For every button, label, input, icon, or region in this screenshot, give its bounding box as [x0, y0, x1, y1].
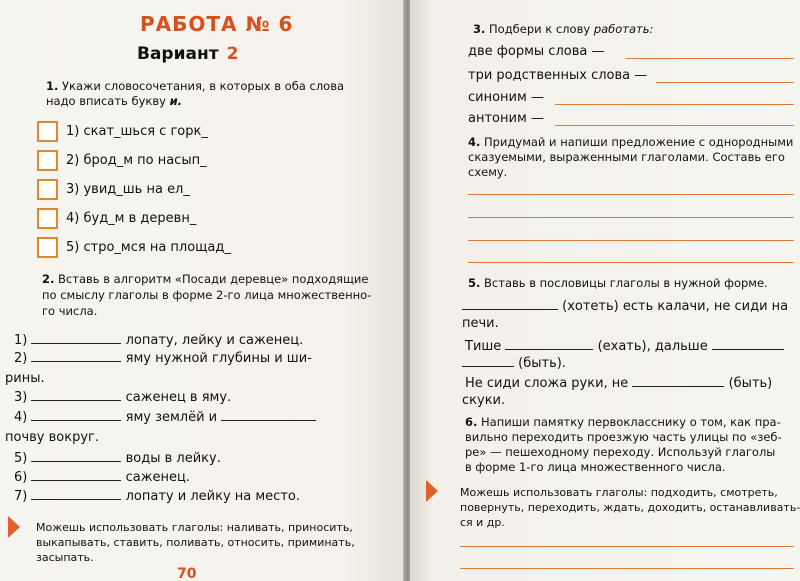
task3-row-3: синоним —	[468, 90, 544, 105]
variant-label: Вариант	[137, 44, 219, 64]
task2-item-2-cont: рины.	[5, 371, 45, 386]
right-page	[410, 0, 800, 581]
task3-row-4: антоним —	[468, 111, 544, 126]
task2-item-5: 5) воды в лейку.	[14, 451, 221, 466]
answer-line[interactable]	[468, 217, 794, 218]
task1-number: 1.	[46, 79, 59, 93]
answer-blank[interactable]	[462, 356, 514, 367]
answer-line[interactable]	[555, 125, 794, 126]
task1-checkbox-4[interactable]	[37, 208, 58, 229]
proverb-2-line1: Тише (ехать), дальше	[465, 339, 784, 354]
task1-checkbox-1[interactable]	[37, 121, 58, 142]
hint-arrow-icon	[8, 516, 20, 538]
proverb-1-line1: (хотеть) есть калачи, не сиди на	[462, 299, 788, 314]
task2-item-6: 6) саженец.	[14, 470, 190, 485]
answer-blank[interactable]	[221, 410, 316, 421]
task6-line3: ре» — пешеходному переходу. Используй глаголы	[465, 445, 776, 459]
task1-item-2: 2) брод_м по насып_	[66, 153, 207, 168]
task1-checkbox-2[interactable]	[37, 150, 58, 171]
hint-line-2: повернуть, переходить, ждать, доходить, останавливать-	[460, 501, 800, 514]
task2-item-7: 7) лопату и лейку на место.	[14, 489, 300, 504]
task4-number: 4.	[468, 135, 481, 149]
answer-line[interactable]	[468, 240, 794, 241]
task2-line1: 2. Вставь в алгоритм «Посади деревце» подходящие	[42, 272, 369, 286]
hint-line-3: ся и др.	[460, 516, 505, 529]
answer-blank[interactable]	[31, 410, 121, 421]
variant-number: 2	[226, 44, 239, 64]
task4-line2: сказуемыми, выраженными глаголами. Составь его	[468, 150, 785, 164]
hint-arrow-icon	[426, 480, 438, 502]
task6-number: 6.	[465, 415, 478, 429]
answer-blank[interactable]	[712, 339, 784, 350]
hint-line-3: засыпать.	[36, 551, 94, 564]
task3-heading: 3. Подбери к слову работать:	[473, 22, 654, 36]
hint-line-1: Можешь использовать глаголы: подходить, смотреть,	[460, 486, 778, 499]
task1-item-3: 3) увид_шь на ел_	[66, 182, 190, 197]
task2-number: 2.	[42, 272, 55, 286]
proverb-3-line1: Не сиди сложа руки, не (быть)	[465, 376, 773, 391]
answer-line[interactable]	[460, 568, 794, 569]
task2-item-4: 4) яму землёй и	[14, 410, 316, 425]
hint-line-2: выкапывать, ставить, поливать, относить, приминать,	[36, 536, 355, 549]
task3-row-1: две формы слова —	[468, 44, 605, 59]
task1-letter: и.	[169, 94, 183, 108]
task2-line2: по смыслу глаголы в форме 2-го лица множественно-	[42, 288, 372, 302]
task2-item-2: 2) яму нужной глубины и ши-	[14, 351, 312, 366]
work-title: РАБОТА № 6	[140, 12, 294, 36]
answer-line[interactable]	[468, 194, 794, 195]
answer-blank[interactable]	[31, 333, 121, 344]
answer-line[interactable]	[460, 546, 794, 547]
answer-line[interactable]	[468, 262, 794, 263]
task2-line3: го числа.	[42, 304, 98, 318]
answer-blank[interactable]	[632, 376, 724, 387]
page-number: 70	[177, 566, 197, 581]
answer-line[interactable]	[656, 82, 794, 83]
task6-line1: 6. Напиши памятку первокласснику о том, как пра-	[465, 415, 781, 429]
task6-line4: в форме 1-го лица множественного числа.	[465, 460, 726, 474]
task4-line3: схему.	[468, 165, 508, 179]
task1-line1: 1. Укажи словосочетания, в которых в оба слова	[46, 79, 345, 93]
task1-checkbox-3[interactable]	[37, 179, 58, 200]
task1-item-5: 5) стро_мся на площад_	[66, 240, 231, 255]
task2-item-4-cont: почву вокруг.	[5, 430, 99, 445]
answer-line[interactable]	[626, 58, 794, 59]
task6-line2: вильно переходить проезжую часть улицы по «зеб-	[465, 430, 782, 444]
proverb-2-line2: (быть).	[462, 356, 566, 371]
task1-item-1: 1) скат_шься с горк_	[66, 124, 208, 139]
answer-blank[interactable]	[31, 351, 121, 362]
task3-row-2: три родственных слова —	[468, 68, 648, 83]
answer-blank[interactable]	[505, 339, 593, 350]
task1-line2: надо вписать букву и.	[46, 94, 183, 108]
task3-number: 3.	[473, 22, 486, 36]
task5-number: 5.	[468, 276, 481, 290]
answer-line[interactable]	[555, 104, 794, 105]
task5-heading: 5. Вставь в пословицы глаголы в нужной форме.	[468, 276, 768, 290]
answer-blank[interactable]	[462, 299, 558, 310]
task4-line1: 4. Придумай и напиши предложение с однородными	[468, 135, 794, 149]
answer-blank[interactable]	[31, 489, 121, 500]
task1-checkbox-5[interactable]	[37, 237, 58, 258]
hint-line-1: Можешь использовать глаголы: наливать, приносить,	[36, 521, 353, 534]
task1-item-4: 4) буд_м в деревн_	[66, 211, 197, 226]
proverb-3-line2: скуки.	[462, 393, 506, 408]
variant-heading	[137, 44, 238, 64]
answer-blank[interactable]	[31, 390, 121, 401]
task2-item-3: 3) саженец в яму.	[14, 390, 232, 405]
task2-item-1: 1) лопату, лейку и саженец.	[14, 333, 304, 348]
answer-blank[interactable]	[31, 451, 121, 462]
answer-blank[interactable]	[31, 470, 121, 481]
proverb-1-line2: печи.	[462, 316, 499, 331]
